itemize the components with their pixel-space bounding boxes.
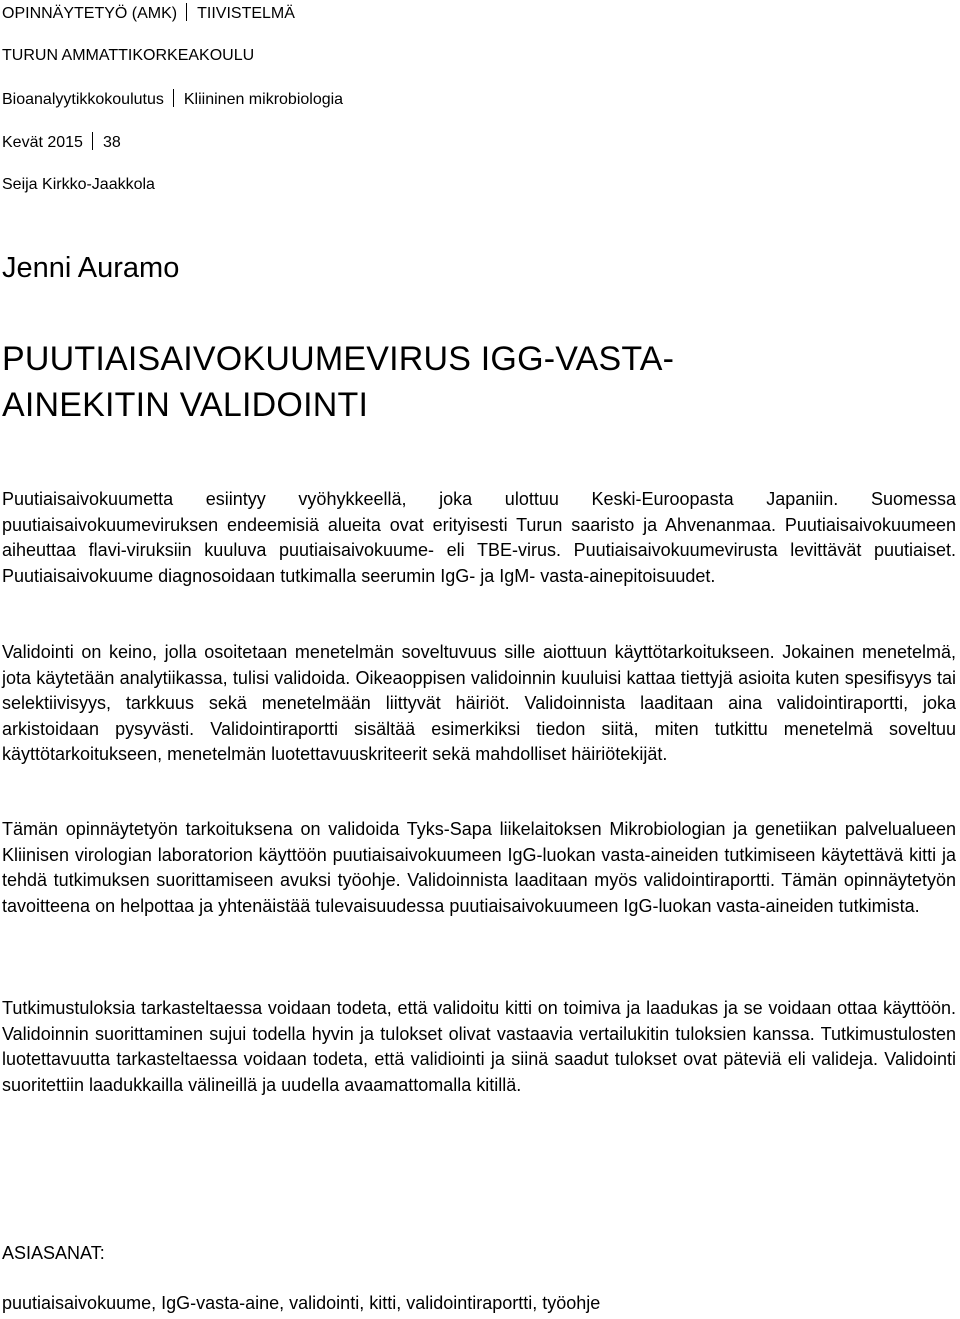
abstract-paragraph-3: Tämän opinnäytetyön tarkoituksena on validoida Tyks-Sapa liikelaitoksen Mikrobiologian ja genetiikan palvelualueen Kliinisen virologian laboratorion käyttöön puutiaisaivokuumeen IgG-luokan vasta-aineiden tutkimiseen käytettävä kitti ja tehdä tutkimuksen suorittamiseen avuksi työohje. Validoinnista laaditaan myös validointiraportti. Tämän opinnäytetyön tavoitteena on helpottaa ja yhtenäistää tulevaisuudessa puutiaisaivokuumeen IgG-luokan vasta-aineiden tutkimista. — [2, 819, 956, 916]
separator — [92, 132, 93, 150]
keywords-list: puutiaisaivokuume, IgG-vasta-aine, validointi, kitti, validointiraportti, työohje — [2, 1293, 601, 1313]
specialisation: Kliininen mikrobiologia — [183, 91, 344, 108]
abstract-paragraph-4: Tutkimustuloksia tarkasteltaessa voidaan todeta, että validoitu kitti on toimiva ja laadukas ja se voidaan ottaa käyttöön. Validoinnin suorittaminen sujui todella hyvin ja tulokset olivat vastaavia vertailukitin tuloksien kanssa. Tutkimustulosten luotettavuutta tarkasteltaessa voidaan todeta, että validiointi ja siinä saadut tulokset ovat päteviä eli valideja. Validointi suoritettiin laadukkailla välineillä ja uudella avaamattomalla kitillä. — [2, 998, 956, 1095]
abstract-paragraph-1: Puutiaisaivokuumetta esiintyy vyöhykkeellä, joka ulottuu Keski-Euroopasta Japaniin. Suomessa puutiaisaivokuumeviruksen endeemisiä alueita ovat erityisesti Turun saaristo ja Ahvenanmaa. Puutiaisaivokuumeen aiheuttaa flavi-viruksiin kuuluva puutiaisaivokuume- eli TBE-virus. Puutiaisaivokuumevirusta levittävät puutiaiset. Puutiaisaivokuume diagnosoidaan tutkimalla seerumin IgG- ja IgM- vasta-ainepitoisuudet. — [2, 489, 956, 586]
term: Kevät 2015 — [2, 134, 83, 151]
document-type-line — [2, 3, 295, 24]
term-line — [2, 132, 121, 153]
school-name: TURUN AMMATTIKORKEAKOULU — [2, 47, 255, 64]
thesis-title — [2, 336, 674, 428]
thesis-title-line-1: PUUTIAISAIVOKUUMEVIRUS IGG-VASTA- — [2, 340, 675, 378]
thesis-title-line-2: AINEKITIN VALIDOINTI — [2, 386, 369, 424]
document-kind: TIIVISTELMÄ — [197, 5, 295, 22]
page-count: 38 — [102, 134, 121, 151]
abstract-paragraph-2: Validointi on keino, jolla osoitetaan menetelmän soveltuvuus sille aiottuun käyttötarkoitukseen. Jokainen menetelmä, jota käytetään analytiikassa, tulisi validoida. Oikeaoppisen validoinnin kuuluisi kattaa tiettyjä asioita kuten spesifisyys tai selektiivisyys, tarkkuus sekä menetelmään liittyvät häiriöt. Validoinnista laaditaan aina validointiraportti, joka arkistoidaan pysyvästi. Validointiraportti sisältää esimerkiksi tiedon siitä, miten tutkittu menetelmä soveltuu käyttötarkoitukseen, menetelmän luotettavuuskriteerit sekä mahdolliset häiriötekijät. — [2, 642, 956, 764]
keywords-label: ASIASANAT: — [2, 1243, 105, 1263]
document-type: OPINNÄYTETYÖ (AMK) — [2, 5, 178, 22]
separator — [173, 89, 174, 107]
separator — [186, 3, 187, 21]
programme: Bioanalyytikkokoulutus — [2, 91, 164, 108]
author-name: Jenni Auramo — [2, 252, 180, 284]
supervisor-name: Seija Kirkko-Jaakkola — [2, 176, 155, 193]
programme-line — [2, 89, 343, 110]
